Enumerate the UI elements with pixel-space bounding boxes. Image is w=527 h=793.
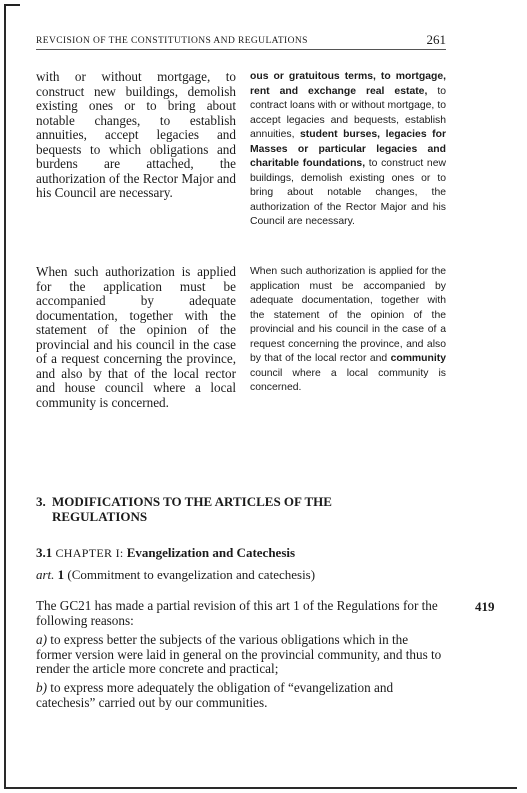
list-text: to express better the subjects of the various obligations which in the former version were laid in general on the provincial community, and thus to render the article more concrete and practical; xyxy=(36,632,442,676)
running-header xyxy=(36,33,446,50)
page-number: 261 xyxy=(426,32,446,47)
right-column-paragraph-1 xyxy=(250,70,446,230)
body-text: council where a local community is concerned. xyxy=(250,367,446,393)
body-text: to construct new buildings, demolish existing ones or to bring about notable changes, the authorization of the Rector Major and his Council are necessary. xyxy=(250,158,446,227)
subsection-number: 3.1 xyxy=(36,545,53,560)
article-number: 1 xyxy=(57,567,65,582)
list-label: b) xyxy=(36,680,47,695)
article-label: art. xyxy=(36,567,55,582)
left-column-paragraph-2: When such authorization is applied for the application must be accompanied by adequate documentation, together with the statement of the opinion of the provincial and his council in the case of a request concerning the province, and also by that of the local rector and house council where a local community is concerned. xyxy=(36,264,236,410)
section-title-line-2: REGULATIONS xyxy=(52,509,148,524)
body-text: to contract loans with or without mortgage, to accept legacies and bequests, establish annuities, xyxy=(250,85,446,140)
section-number: 3. xyxy=(36,494,46,509)
reason-item-a xyxy=(36,633,446,677)
list-label: a) xyxy=(36,632,47,647)
header-title: REVCISION OF THE CONSTITUTIONS AND REGULATIONS xyxy=(36,36,308,46)
section-title-line-1: MODIFICATIONS TO THE ARTICLES OF THE xyxy=(52,494,332,509)
page-border-bottom xyxy=(4,787,517,789)
chapter-label: CHAPTER I: xyxy=(55,546,124,560)
emphasis-text: ous or gratuitous terms, to mortgage, rent and exchange real estate, xyxy=(250,71,446,97)
article-description: (Commitment to evangelization and catechesis) xyxy=(67,567,316,582)
emphasis-text: student burses, legacies for Masses or particular legacies and charitable foundations, xyxy=(250,129,446,169)
reason-item-b xyxy=(36,681,446,710)
list-text: to express more adequately the obligation of “evangelization and catechesis” carried out by our communities. xyxy=(36,680,394,710)
emphasis-text: community xyxy=(390,353,446,364)
subsection-title: Evangelization and Catechesis xyxy=(126,545,296,560)
article-line xyxy=(36,567,315,583)
body-text: When such authorization is applied for the application must be accompanied by adequate documentation, together with the statement of the opinion of the provincial and his council in the case of a request concerning the province, and also by that of the local rector and xyxy=(250,266,446,364)
subsection-heading xyxy=(36,545,295,561)
section-heading xyxy=(36,494,446,524)
body-paragraph: The GC21 has made a partial revision of this art 1 of the Regulations for the following reasons: xyxy=(36,598,438,628)
margin-number: 419 xyxy=(475,599,495,614)
page-border-left xyxy=(4,4,6,789)
right-column-paragraph-2 xyxy=(250,265,446,396)
crop-mark xyxy=(4,4,20,20)
left-column-paragraph-1: with or without mortgage, to construct new buildings, demolish existing ones or to bring about notable changes, to establish annuities, accept legacies and bequests to which obligations and burdens are attached, the authorization of the Rector Major and his Council are necessary. xyxy=(36,69,236,200)
